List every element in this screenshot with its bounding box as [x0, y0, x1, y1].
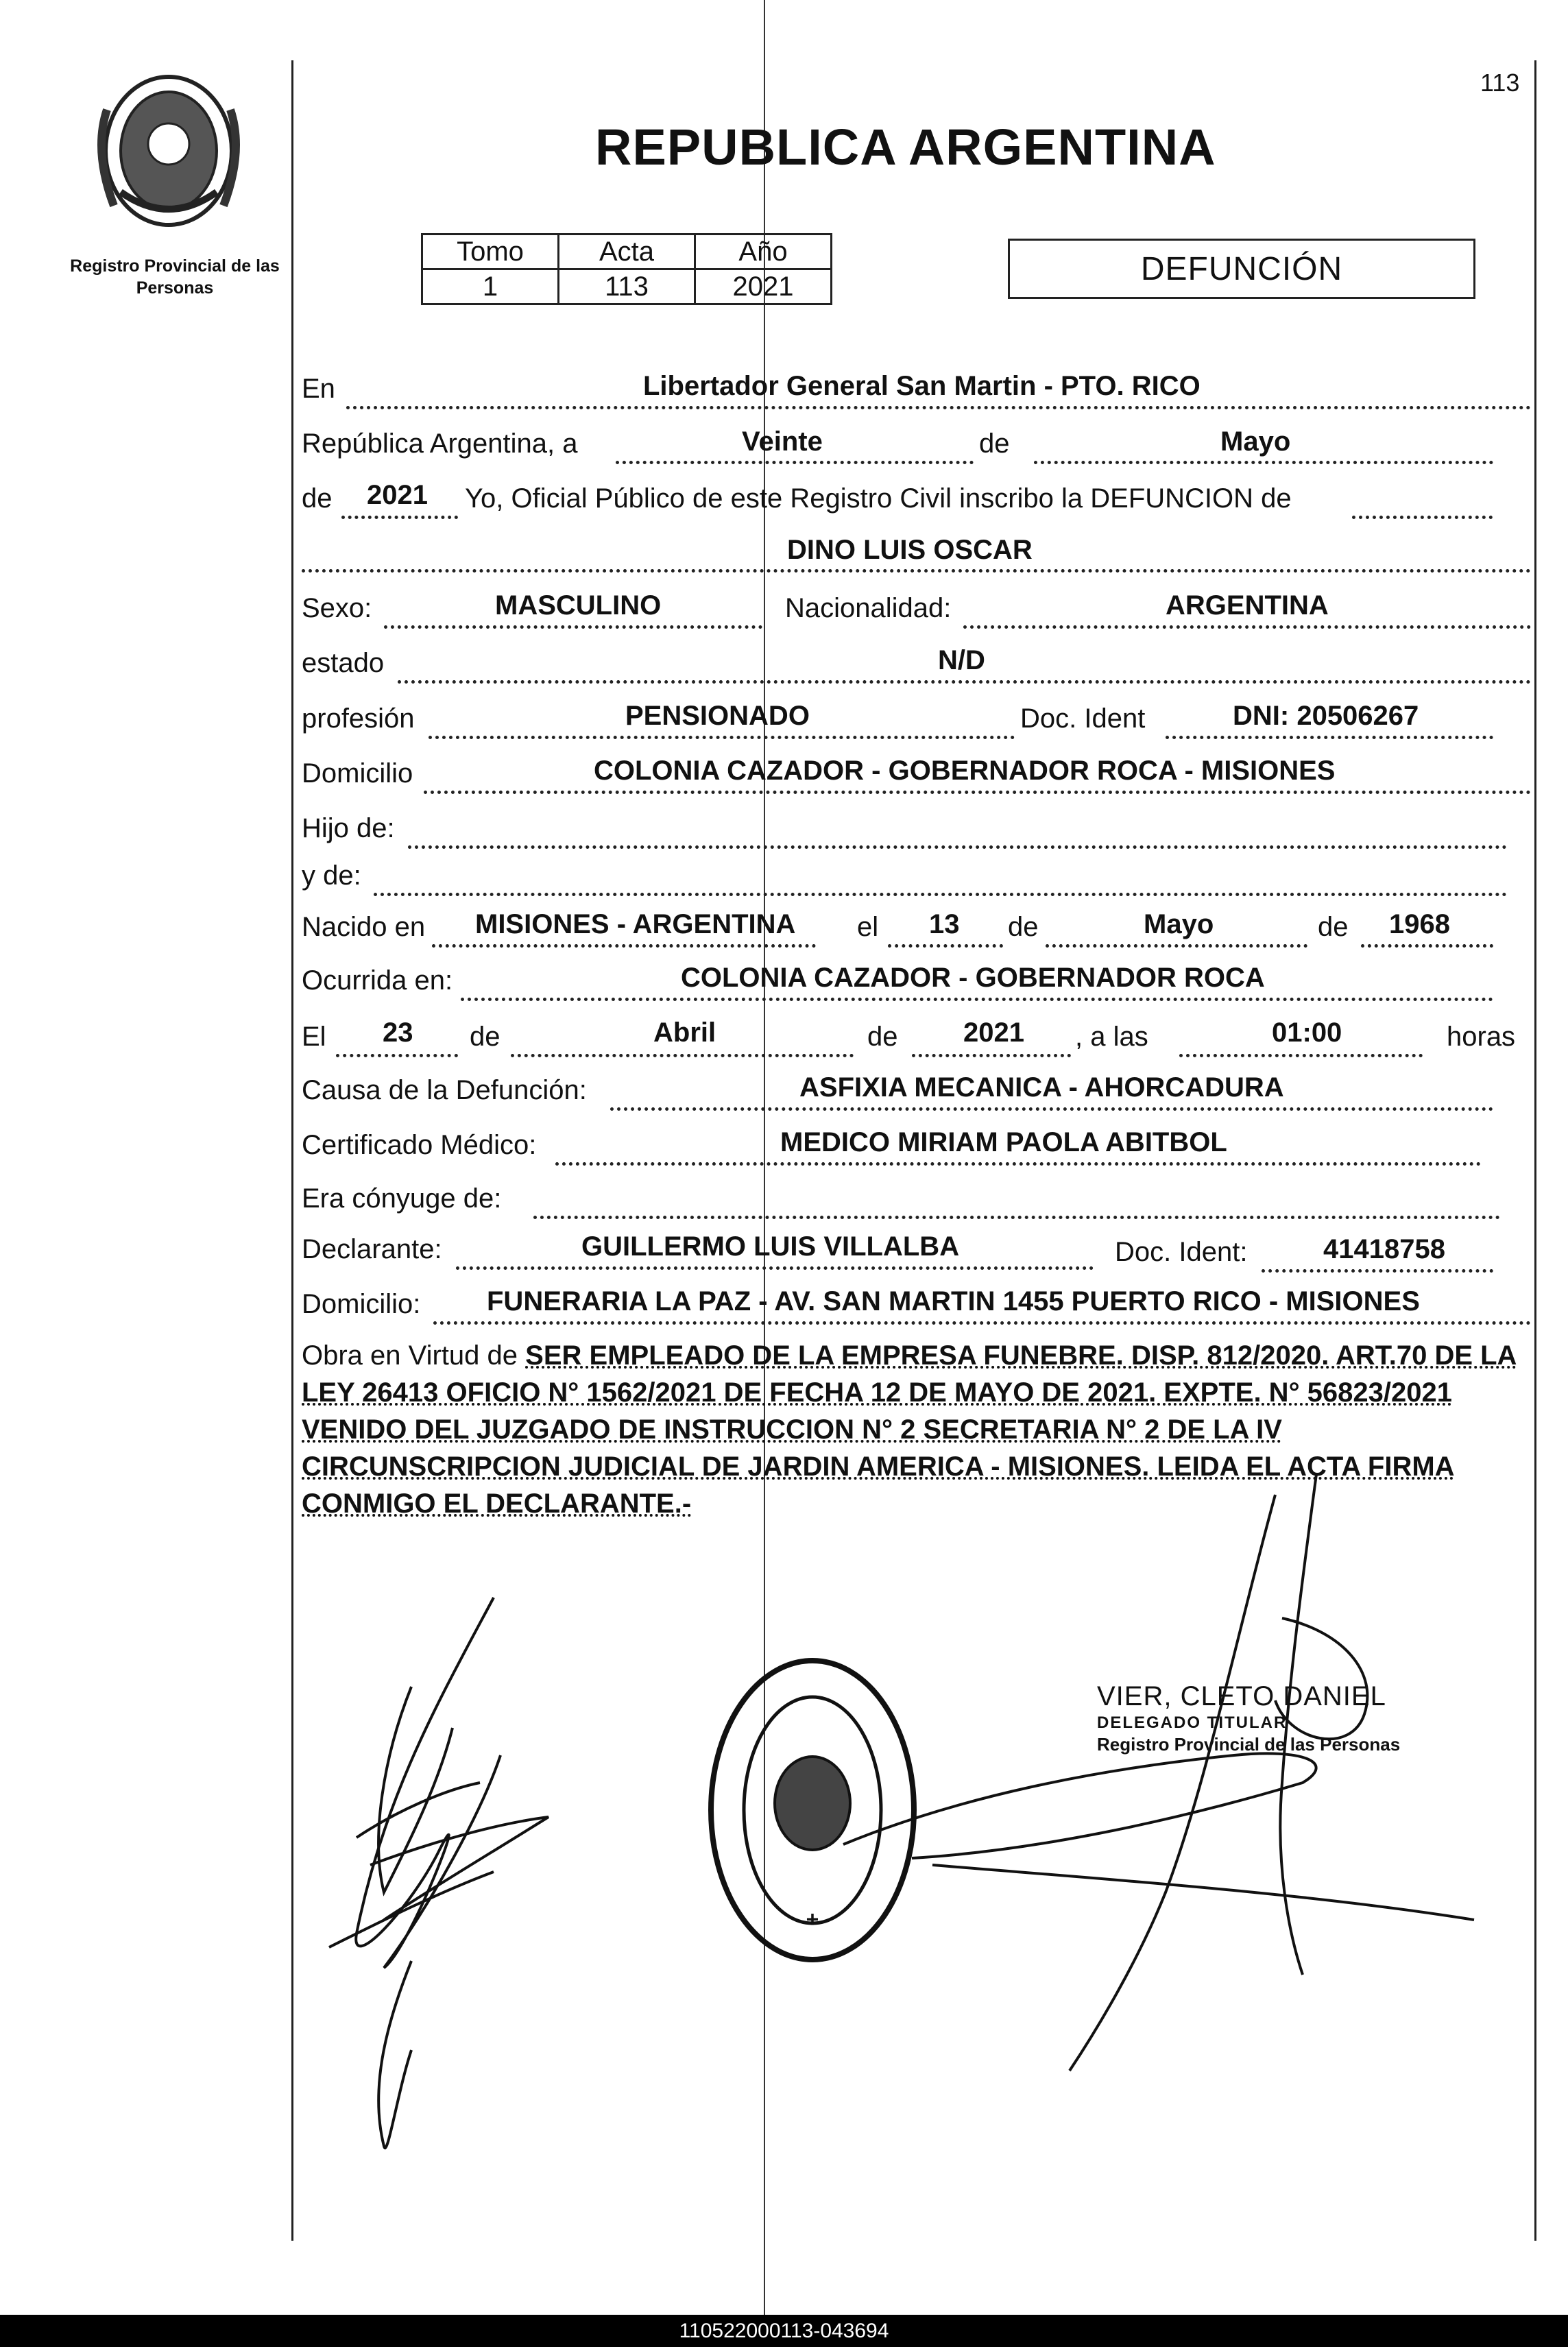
svg-text:+: + [806, 1907, 819, 1931]
profesion-label: profesión [302, 703, 415, 734]
domicilio-value: COLONIA CAZADOR - GOBERNADOR ROCA - MISIONES [594, 756, 1336, 786]
obra-label: Obra en Virtud de [302, 1340, 518, 1371]
republica-label: República Argentina, a [302, 429, 578, 459]
dia-value: Veinte [742, 426, 823, 457]
nac-dia-value: 13 [929, 909, 960, 939]
anio-header: Año [695, 234, 832, 269]
sexo-label: Sexo: [302, 593, 372, 623]
def-de-label-1: de [470, 1022, 500, 1052]
nac-mes-value: Mayo [1144, 909, 1214, 939]
declarante-value: GUILLERMO LUIS VILLALBA [581, 1231, 960, 1262]
document-title: REPUBLICA ARGENTINA [595, 119, 1216, 176]
def-hora-value: 01:00 [1272, 1018, 1342, 1048]
nacido-label: Nacido en [302, 912, 426, 942]
doc-value: DNI: 20506267 [1233, 701, 1419, 731]
mes-value: Mayo [1220, 426, 1291, 457]
causa-label: Causa de la Defunción: [302, 1075, 587, 1105]
decl-doc-value: 41418758 [1323, 1234, 1445, 1264]
page-number: 113 [1480, 69, 1520, 97]
el2-label: El [302, 1022, 326, 1052]
sexo-value: MASCULINO [495, 590, 662, 621]
horas-label: horas [1447, 1022, 1516, 1052]
causa-value: ASFIXIA MECANICA - AHORCADURA [799, 1072, 1284, 1103]
official-stamp-icon [711, 1661, 914, 1960]
decl-doc-label: Doc. Ident: [1115, 1237, 1248, 1267]
declarant-signature-icon [329, 1598, 548, 2148]
de-label: de [979, 429, 1010, 459]
yde-label: y de: [302, 860, 361, 891]
officer-role: DELEGADO TITULAR [1097, 1713, 1288, 1732]
nac-de-label-1: de [1008, 912, 1039, 942]
de-label-2: de [302, 483, 333, 514]
cert-label: Certificado Médico: [302, 1130, 537, 1160]
profesion-value: PENSIONADO [625, 701, 810, 731]
officer-registry: Registro Provincial de las Personas [1097, 1734, 1401, 1755]
officer-name: VIER, CLETO DANIEL [1097, 1681, 1386, 1711]
cert-value: MEDICO MIRIAM PAOLA ABITBOL [780, 1127, 1227, 1157]
el-label: el [857, 912, 879, 942]
conyuge-label: Era cónyuge de: [302, 1183, 502, 1214]
inscribo-text: Yo, Oficial Público de este Registro Civil inscribo la DEFUNCION de [465, 483, 1292, 514]
alas-label: , a las [1075, 1022, 1148, 1052]
doc-label: Doc. Ident [1020, 703, 1146, 734]
decl-dom-label: Domicilio: [302, 1289, 421, 1319]
obra-value: SER EMPLEADO DE LA EMPRESA FUNEBRE. DISP. 812/2020. ART.70 DE LA LEY 26413 OFICIO N° 1562/2021 DE FECHA 12 DE MAYO DE 2021. EXPTE. N° 56823/2021 VENIDO DEL JUZGADO DE INSTRUCCION N° 2 SECRETARIA N° 2 DE LA IV CIRCUNSCRIPCION JUDICIAL DE JARDIN AMERICA - MISIONES. LEIDA EL ACTA FIRMA CONMIGO EL DECLARANTE.- [302, 1340, 1517, 1519]
en-value: Libertador General San Martin - PTO. RICO [643, 371, 1201, 401]
def-anio-value: 2021 [963, 1018, 1024, 1048]
decl-dom-value: FUNERARIA LA PAZ - AV. SAN MARTIN 1455 PUERTO RICO - MISIONES [487, 1286, 1420, 1316]
estado-value: N/D [938, 645, 985, 675]
registry-name: Registro Provincial de las Personas [70, 256, 280, 298]
tomo-header: Tomo [422, 234, 559, 269]
def-mes-value: Abril [653, 1018, 716, 1048]
ocurrida-label: Ocurrida en: [302, 965, 453, 996]
officer-block [1097, 1681, 1400, 1755]
declarante-label: Declarante: [302, 1234, 442, 1264]
nacido-value: MISIONES - ARGENTINA [475, 909, 796, 939]
def-de-label-2: de [867, 1022, 898, 1052]
en-label: En [302, 374, 335, 404]
ocurrida-value: COLONIA CAZADOR - GOBERNADOR ROCA [681, 963, 1265, 993]
nombre-value: DINO LUIS OSCAR [787, 535, 1033, 565]
anio-value: 2021 [695, 269, 832, 304]
nac-de-label-2: de [1318, 912, 1349, 942]
tomo-value: 1 [422, 269, 559, 304]
officer-signature-icon [843, 1474, 1474, 2071]
def-dia-value: 23 [383, 1018, 413, 1048]
footer-code: 110522000113-043694 [0, 2315, 1568, 2347]
hijo-label: Hijo de: [302, 813, 395, 843]
acta-value: 113 [559, 269, 695, 304]
nacionalidad-value: ARGENTINA [1166, 590, 1329, 621]
nac-anio-value: 1968 [1389, 909, 1450, 939]
estado-label: estado [302, 648, 385, 678]
anio-value: 2021 [367, 480, 428, 510]
nacionalidad-label: Nacionalidad: [785, 593, 952, 623]
domicilio-label: Domicilio [302, 758, 413, 789]
acta-header: Acta [559, 234, 695, 269]
record-type-box: DEFUNCIÓN [1008, 239, 1475, 299]
